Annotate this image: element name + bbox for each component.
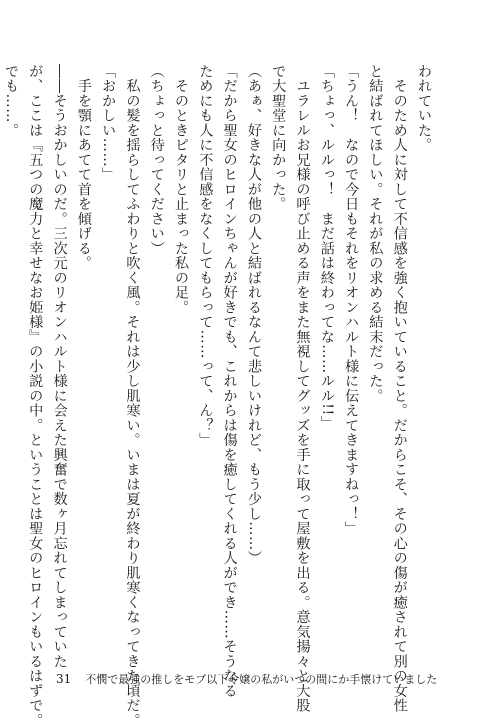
text-line-11: そのときピタリと止まった私の足。 xyxy=(173,64,190,315)
book-title: 不憫で最強の推しをモブ以下令嬢の私がいつの間にか手懐けていました xyxy=(85,673,438,686)
text-line-7: で大聖堂に向かった。 xyxy=(270,64,287,212)
text-line-10: ためにも人に不信感をなくしてもらって……って、ん？」 xyxy=(197,64,214,448)
text-line-18: でも……。 xyxy=(2,64,19,138)
text-line-17: が、ここは『五つの魔力と幸せなお姫様』の小説の中。ということは聖女のヒロインもいるはずで。 xyxy=(27,64,44,728)
text-line-16: ――そうおかしいのだ。三次元のリオンハルト様に会えた興奮で数ヶ月忘れてしまっていた xyxy=(51,64,68,669)
text-line-1: われていた。 xyxy=(416,64,432,153)
text-line-4: 「うん！ なので今日もそれをリオンハルト様に伝えてきますねっ！」 xyxy=(343,64,360,536)
text-line-12: （ちょっと待ってください） xyxy=(148,64,165,256)
text-line-2: そのため人に対して不信感を強く抱いていること。だからこそ、その心の傷が癒されて別の女性 xyxy=(391,64,408,713)
page-number: 31 xyxy=(56,672,72,686)
text-line-5: 「ちょっ、ルルっ！ まだ話は終わってな……ルル!!」 xyxy=(318,64,335,431)
text-line-6: ユラレルお兄様の呼び止める声をまた無視してグッズを手に取って屋敷を出る。意気揚々と大股 xyxy=(294,64,311,713)
text-line-13: 私の髪を揺らしてふわりと吹く風。それは少し肌寒い。いまは夏が終わり肌寒くなってきた頃だ。 xyxy=(124,64,141,728)
text-line-3: と結ばれてほしい。それが私の求める結末だった。 xyxy=(367,64,384,404)
text-line-8: （あぁ、好きな人が他の人と結ばれるなんて悲しいけれど、もう少し……） xyxy=(245,64,262,566)
text-line-15: 手を顎にあてて首を傾げる。 xyxy=(75,64,92,271)
text-line-14: 「おかしい……」 xyxy=(100,64,117,182)
page-footer xyxy=(56,671,437,687)
text-line-9: 「だから聖女のヒロインちゃんが好きでも、これからは傷を癒してくれる人ができ……そうなる xyxy=(221,64,238,699)
